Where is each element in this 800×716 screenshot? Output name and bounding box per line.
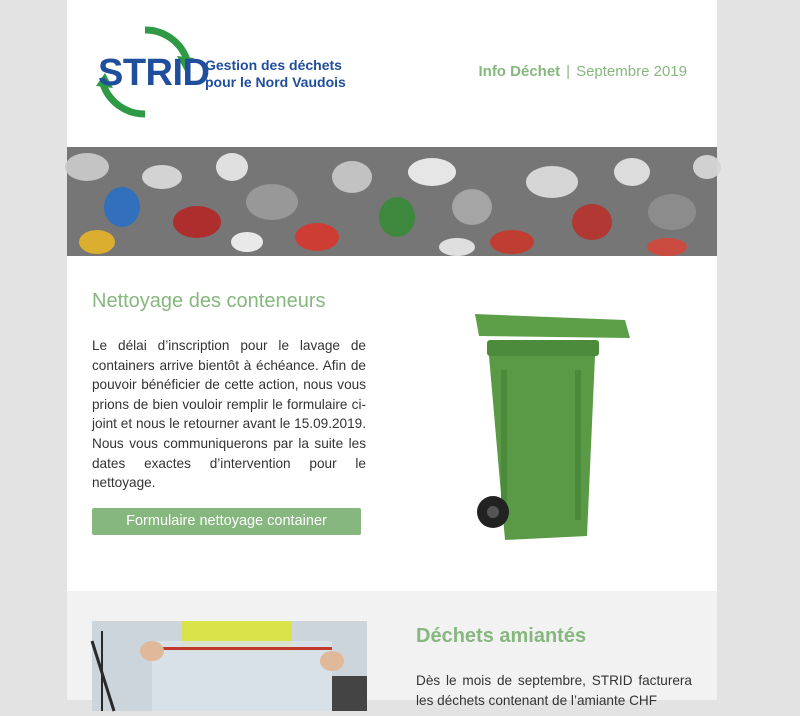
section-asbestos-waste [67, 591, 717, 708]
issue-label: Info Déchet [478, 63, 561, 80]
cans-illustration [67, 147, 717, 256]
issue-date: Septembre 2019 [576, 63, 687, 80]
asbestos-worker-photo [92, 621, 367, 711]
logo-tagline-line2: pour le Nord Vaudois [205, 74, 346, 90]
banner-image-recycled-cans [67, 147, 717, 256]
green-bin-image [465, 300, 645, 550]
logo-tagline-line1: Gestion des déchets [205, 57, 342, 73]
section-container-cleaning [67, 256, 717, 591]
newsletter-header [67, 0, 717, 147]
strid-logo[interactable] [95, 26, 345, 121]
section-body: Dès le mois de septembre, STRID facturera les déchets contenant de l’amiante CHF [416, 673, 692, 708]
logo-wordmark: STRID [98, 52, 210, 94]
cleaning-form-button[interactable]: Formulaire nettoyage container [92, 508, 361, 535]
issue-info [478, 63, 687, 80]
issue-separator: | [566, 63, 571, 80]
section-body: Le délai d’inscription pour le lavage de containers arrive bientôt à échéance. Afin de pouvoir bénéficier de cette action, nous vous prions de bien vouloir remplir le formulaire ci-joint et nous le retourner avant le 15.09.2019. Nous vous communiquerons par la suite les dates exactes d’intervention pour le nettoyage. [92, 338, 366, 491]
logo-tagline [205, 57, 346, 91]
section-title: Déchets amiantés [416, 625, 587, 647]
worker-illustration [92, 621, 367, 711]
newsletter-email [67, 0, 717, 708]
section-title: Nettoyage des conteneurs [92, 290, 326, 312]
